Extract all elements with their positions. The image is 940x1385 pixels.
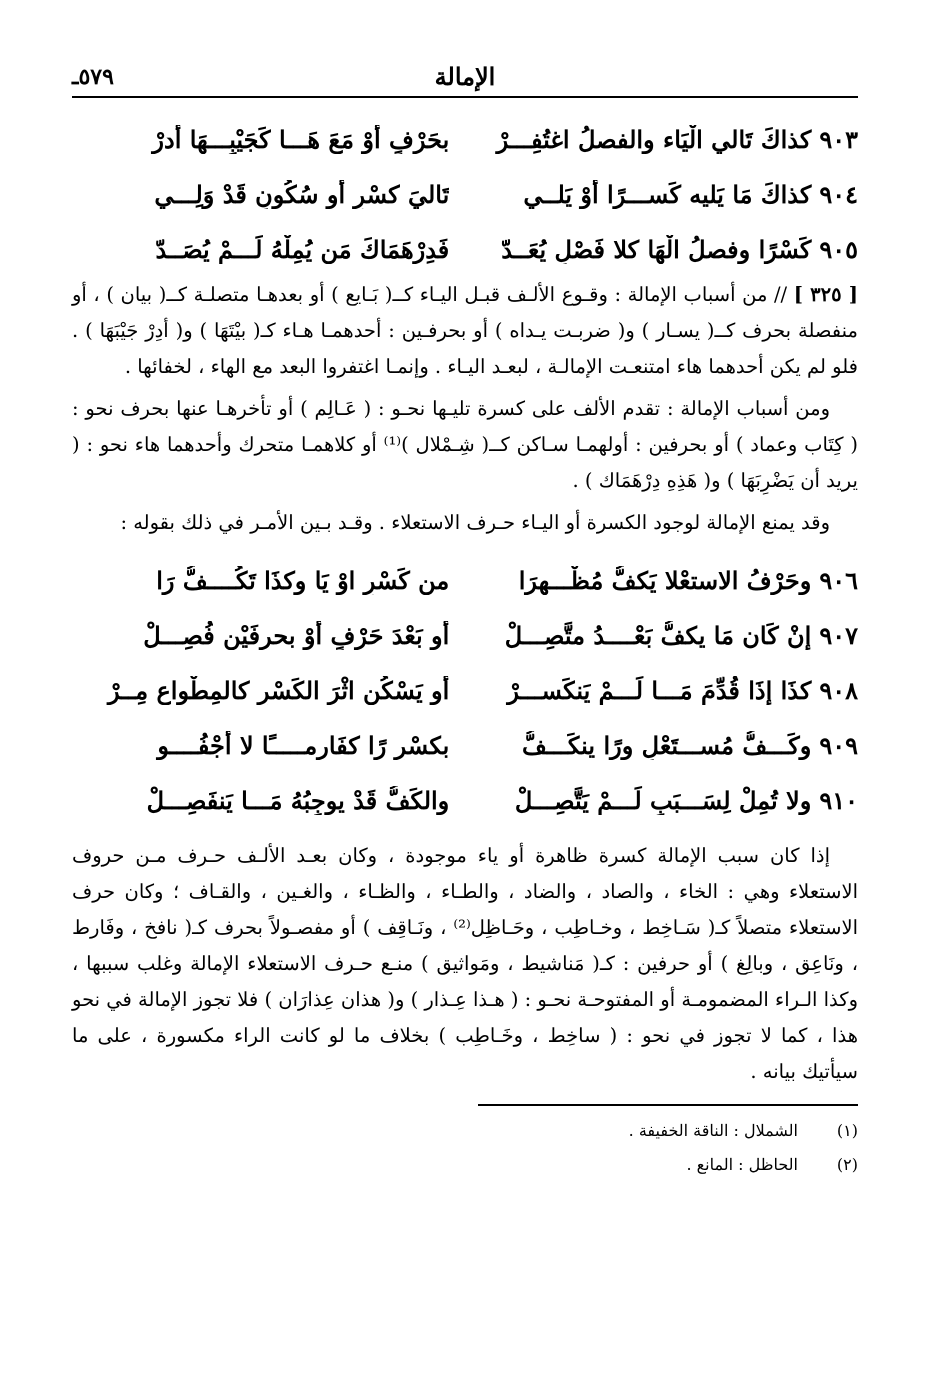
verse-907 [72, 608, 858, 663]
verse-block-1 [72, 112, 858, 277]
verse-903 [72, 112, 858, 167]
commentary-paragraph-4: إذا كان سبب الإمالة كسرة ظاهرة أو ياء موجودة ، وكان بعـد الألـف حـرف مـن حروف الاستعلاء وهي : الخاء ، والصاد ، والضاد ، والطـاء ، والظـاء ، والغـين ، والقـاف ؛ وكان حرف الاستعلاء متصلاً كـ( سَـاخِط ، وخـاطِب ، وحَـاظِل⁽²⁾ ، ونَـاقِف ) أو مفصـولاً بحرف كـ( نافخ ، وفَارط ، ونَاعِق ، وبالِغ ) أو حرفين : كـ( مَناشيط ، ومَواثيق ) منـع حـرف الاستعلاء الإمالة وغلب سببها ، وكذا الـراء المضمومـة أو المفتوحـة نحـو : ( هـذا عِـذار ) و( هذان عِذارَان ) فلا تجوز الإمالة في نحو هذا ، كما لا تجوز في نحو : ( ساخِط ، وخَـاطِب ) بخلاف ما لو كانت الراء مكسورة ، على ما سيأتيك بيانه . [72, 844, 859, 1083]
verse-second-hemistich: تَاليَ كسْرٍ أو سُكُونٍ قَدْ وَلِـــي [154, 180, 450, 209]
verse-number: ٩٠٥ [819, 235, 858, 264]
verse-first-hemistich: ولا تُمِلْ لِسَـــبَبٍ لَـــمْ يَتَّصِـــلْ [514, 786, 812, 815]
verse-908 [72, 663, 858, 718]
footnote-text: الشملال : الناقة الخفيفة . [628, 1121, 798, 1140]
page-header [72, 58, 858, 98]
verse-910 [72, 773, 858, 828]
verse-number: ٩٠٨ [819, 676, 858, 705]
footnote-1 [72, 1114, 858, 1148]
verse-first-hemistich: وكَـــفُّ مُســـتَعْلٍ ورًا ينكَـــفُّ [521, 731, 812, 760]
verse-number: ٩٠٣ [819, 125, 858, 154]
verse-first-hemistich: كذاكَ مَا يَليه كَســـرًا أوْ يَلــي [523, 180, 812, 209]
verse-first-hemistich: إنْ كَان مَا يكفُّ بَعْــــدُ متَّصِـــلْ [504, 621, 812, 650]
commentary-paragraph-2: ومن أسباب الإمالة : تقدم الألف على كسرة تليـها نحـو : ( عَـالِم ) أو تأخرهـا عنها بحرف نحو : ( كِتَاب وعماد ) أو بحرفين : أولهمـا سـاكن كــ( شِـمْلال )⁽¹⁾ أو كلاهمـا متحرك وأحدهما هاء نحو : ( يريد أن يَضْرِبَهَا ) و( هَذِهِ دِرْهَمَاك ) . [72, 397, 858, 492]
verse-second-hemistich: بحَرْفٍ أوْ مَعَ هَـــا كَجَيْبِـــهَا أدرْ [152, 125, 450, 154]
verse-909 [72, 718, 858, 773]
verse-first-hemistich: وحَرْفُ الاستعْلا يَكفُّ مُظْـــهرَا [518, 566, 812, 595]
verse-number: ٩٠٩ [819, 731, 858, 760]
verse-first-hemistich: كذَا إذَا قُدِّمَ مَـــا لَـــمْ يَنكَســـرْ [507, 676, 812, 705]
footnote-number: (٢) [836, 1155, 858, 1174]
verse-number: ٩٠٧ [819, 621, 858, 650]
verse-second-hemistich: أو يَسْكُنِ اثْرَ الكَسْرِ كالمِطْواع مِــرْ [107, 676, 450, 705]
verse-block-2 [72, 553, 858, 828]
verse-number: ٩٠٤ [819, 180, 858, 209]
verse-905 [72, 222, 858, 277]
commentary-reference: [ ٣٢٥ ] [793, 283, 858, 306]
verse-second-hemistich: بكسْرِ رًا كفَارمـــــًا لا أجْفُــــو [157, 731, 450, 760]
verse-first-hemistich: كذاكَ تَالي الْيَاء والفصلُ اغتُفِـــرْ [496, 125, 812, 154]
page-number: ٥٧٩ـ [72, 64, 114, 90]
verse-first-hemistich: كَسْرًا وفصلُ الْهَا كلا فَصْلٍ يُعَــدّ [501, 235, 812, 264]
verse-second-hemistich: فَدِرْهَمَاكَ مَن يُمِلْهُ لَـــمْ يُصَــدّ [155, 235, 450, 264]
footnote-divider [478, 1104, 858, 1106]
verse-number: ٩١٠ [819, 786, 858, 815]
verse-number: ٩٠٦ [819, 566, 858, 595]
verse-second-hemistich: من كَسْرٍ اوْ يَا وكذَا تَكُــــفُّ رَا [156, 566, 450, 595]
verse-second-hemistich: والكَفُّ قَدْ يوجِبُهُ مَـــا يَنفَصِـــلْ [146, 786, 450, 815]
footnote-2 [72, 1148, 858, 1182]
page-title: الإمالة [434, 62, 496, 91]
verse-second-hemistich: أو بَعْدَ حَرْفٍ أوْ بحرفَيْن فُصِـــلْ [143, 621, 450, 650]
commentary-paragraph-3: وقد يمنع الإمالة لوجود الكسرة أو اليـاء حـرف الاستعلاء . وقـد بـين الأمـر في ذلك بقوله : [120, 511, 830, 534]
verse-906 [72, 553, 858, 608]
verse-904 [72, 167, 858, 222]
footnote-text: الحاظل : المانع . [686, 1155, 798, 1174]
footnote-number: (١) [836, 1121, 858, 1140]
commentary-text: // من أسباب الإمالة : وقـوع الألـف قبـل اليـاء كــ( بَـايع ) أو بعدهـا متصلـة كــ( بيان ) ، أو منفصلة بحرف كــ( يسـار ) و( ضربـت يـداه ) أو بحرفـين : أحدهمـا هـاء كـ( بيْتَهَا ) و( أدِرْ جَيْبَهَا ) . فلو لم يكن أحدهما هاء امتنعـت الإمالـة ، لبعـد اليـاء . وإنمـا اغتفروا البعد مع الهاء ، لخفائها . [72, 283, 858, 378]
commentary-paragraph-1 [72, 277, 858, 385]
